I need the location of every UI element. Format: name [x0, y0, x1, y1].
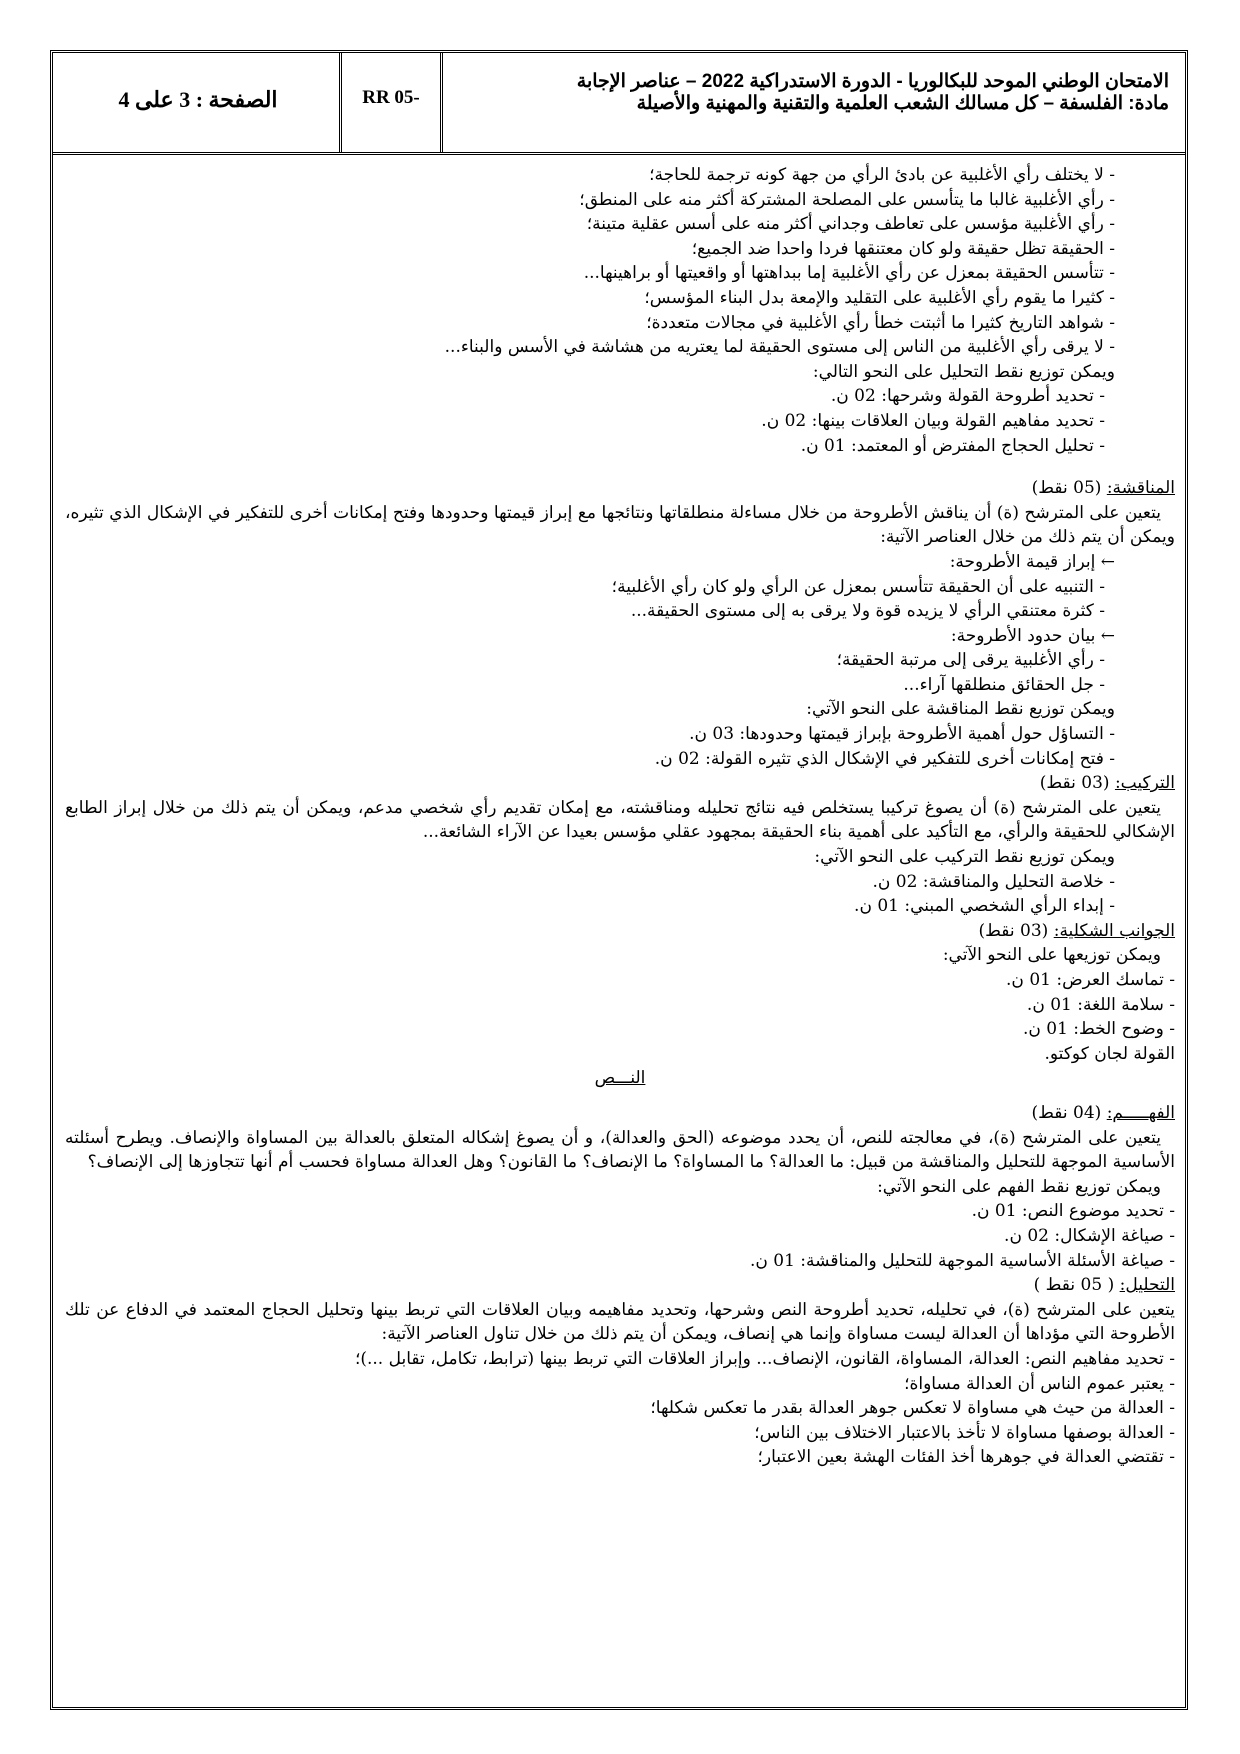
list-item: - رأي الأغلبية مؤسس على تعاطف وجداني أكثر منه على أسس عقلية متينة؛: [586, 214, 1115, 235]
distribution-intro: ويمكن توزيع نقط التركيب على النحو الآتي:: [814, 847, 1115, 868]
paragraph: يتعين على المترشح (ة) أن يصوغ تركيبا يستخلص فيه نتائج تحليله ومناقشته، مع إمكان تقديم رأي شخصي مدعم، ويمكن أن يتم ذلك من خلال إبراز الطابع الإشكالي للحقيقة والرأي، مع التأكيد على أهمية بناء الحقيقة بمجهود عقلي مؤسس بعيدا عن الآراء الشائعة...: [65, 797, 1175, 843]
discussion-heading: المناقشة:: [1106, 478, 1175, 499]
list-item: - صياغة الإشكال: 02 ن.: [1004, 1225, 1175, 1246]
header-title-cell: [443, 53, 1185, 152]
distribution-intro: ويمكن توزيع نقط المناقشة على النحو الآتي:: [806, 699, 1115, 720]
section-heading: [65, 476, 1175, 501]
quote-author: القولة لجان كوكتو.: [1044, 1043, 1175, 1064]
subheading: ← بيان حدود الأطروحة:: [950, 625, 1115, 646]
section-heading: [65, 1101, 1175, 1126]
list-item: - جل الحقائق منطلقها آراء...: [903, 674, 1105, 695]
list-item: - إبداء الرأي الشخصي المبني: 01 ن.: [854, 896, 1115, 917]
section-heading: [65, 1273, 1175, 1298]
page-content: [53, 155, 1185, 1470]
list-item: - تتأسس الحقيقة بمعزل عن رأي الأغلبية إما ببداهتها أو واقعيتها أو براهينها...: [583, 263, 1115, 284]
list-item: - العدالة من حيث هي مساواة لا تعكس جوهر العدالة بقدر ما تعكس شكلها؛: [650, 1398, 1175, 1419]
analysis-heading: التحليل:: [1119, 1275, 1175, 1296]
list-item: - تحديد مفاهيم القولة وبيان العلاقات بينها: 02 ن.: [761, 410, 1105, 431]
formal-heading: الجوانب الشكلية:: [1053, 920, 1175, 941]
list-item: - التساؤل حول أهمية الأطروحة بإبراز قيمتها وحدودها: 03 ن.: [689, 724, 1115, 745]
list-item: - الحقيقة تظل حقيقة ولو كان معتنقها فردا واحدا ضد الجميع؛: [691, 238, 1115, 259]
list-item: - التنبيه على أن الحقيقة تتأسس بمعزل عن الرأي ولو كان رأي الأغلبية؛: [611, 576, 1105, 597]
synthesis-points: (03 نقط): [1039, 773, 1110, 794]
list-item: - تقتضي العدالة في جوهرها أخذ الفئات الهشة بعين الاعتبار؛: [757, 1447, 1175, 1468]
exam-code: [339, 53, 443, 152]
paragraph: يتعين على المترشح (ة)، في معالجته للنص، أن يحدد موضوعه (الحق والعدالة)، و أن يصوغ إشكاله المتعلق بالعدالة بين المساواة والإنصاف. ويطرح أسئلته الأساسية الموجهة للتحليل والمناقشة من قبيل: ما العدالة؟ ما المساواة؟ ما الإنصاف؟ ما القانون؟ وهل العدالة مساواة فحسب أم أنها تتجاوزها إلى الإنصاف؟: [65, 1127, 1175, 1173]
list-item: - صياغة الأسئلة الأساسية الموجهة للتحليل والمناقشة: 01 ن.: [749, 1250, 1175, 1271]
comprehension-points: (04 نقط): [1031, 1102, 1102, 1123]
paragraph: يتعين على المترشح (ة) أن يناقش الأطروحة من خلال مساءلة منطلقاتها ونتائجها مع إبراز قيمتها وحدودها وفتح إمكانات أخرى للتفكير في الإشكال الذي تثيره، ويمكن أن يتم ذلك من خلال العناصر الآتية:: [65, 502, 1175, 548]
distribution-intro: ويمكن توزيع نقط الفهم على النحو الآتي:: [877, 1176, 1161, 1197]
list-item: - تماسك العرض: 01 ن.: [1006, 970, 1175, 990]
list-item: - وضوح الخط: 01 ن.: [1022, 1019, 1175, 1040]
list-item: - تحليل الحجاج المفترض أو المعتمد: 01 ن.: [800, 435, 1105, 456]
section-heading: [65, 771, 1175, 796]
page-number: الصفحة : 3 على 4: [118, 87, 278, 112]
list-item: - رأي الأغلبية غالبا ما يتأسس على المصلحة المشتركة أكثر منه على المنطق؛: [579, 189, 1115, 210]
list-item: - تحديد مفاهيم النص: العدالة، المساواة، القانون، الإنصاف... وإبراز العلاقات التي تربط بينها (ترابط، تكامل، تقابل ...)؛: [354, 1348, 1175, 1369]
list-item: - تحديد أطروحة القولة وشرحها: 02 ن.: [830, 386, 1105, 407]
list-item: - تحديد موضوع النص: 01 ن.: [971, 1201, 1175, 1222]
exam-code-text: RR 05-: [362, 87, 420, 108]
exam-header: [53, 53, 1185, 155]
exam-title: الامتحان الوطني الموحد للبكالوريا - الدورة الاستدراكية 2022 – عناصر الإجابة: [576, 71, 1169, 92]
list-item: - خلاصة التحليل والمناقشة: 02 ن.: [872, 871, 1115, 892]
analysis-points: ( 05 نقط ): [1033, 1275, 1115, 1296]
list-item: - كثيرا ما يقوم رأي الأغلبية على التقليد والإمعة بدل البناء المؤسس؛: [644, 287, 1115, 308]
list-item: - شواهد التاريخ كثيرا ما أثبتت خطأ رأي الأغلبية في مجالات متعددة؛: [646, 312, 1115, 333]
text-section-title: النـــص: [594, 1068, 646, 1089]
list-item: - لا يرقى رأي الأغلبية من الناس إلى مستوى الحقيقة لما يعتريه من هشاشة في الأسس والبناء...: [444, 337, 1115, 358]
list-item: - يعتبر عموم الناس أن العدالة مساواة؛: [904, 1373, 1175, 1394]
discussion-points: (05 نقط): [1031, 478, 1102, 499]
list-item: - رأي الأغلبية يرقى إلى مرتبة الحقيقة؛: [836, 650, 1105, 671]
synthesis-heading: التركيب:: [1114, 773, 1175, 794]
subject-line: مادة: الفلسفة – كل مسالك الشعب العلمية والتقنية والمهنية والأصيلة: [636, 93, 1169, 114]
section-heading: [65, 919, 1175, 944]
comprehension-heading: الفهـــــم:: [1106, 1102, 1175, 1123]
page-frame: [50, 50, 1188, 1710]
list-item: - فتح إمكانات أخرى للتفكير في الإشكال الذي تثيره القولة: 02 ن.: [654, 748, 1115, 769]
list-item: - سلامة اللغة: 01 ن.: [1026, 994, 1175, 1015]
subheading: ← إبراز قيمة الأطروحة:: [949, 551, 1115, 572]
formal-points: (03 نقط): [978, 920, 1049, 941]
paragraph: يتعين على المترشح (ة)، في تحليله، تحديد أطروحة النص وشرحها، وتحديد مفاهيمه وبيان العلاقات التي تربط بينها وتحليل الحجاج المعتمد في الدفاع عن تلك الأطروحة التي مؤداها أن العدالة ليست مساواة وإنما هي إنصاف، ويمكن أن يتم ذلك من خلال تناول العناصر الآتية:: [65, 1299, 1175, 1345]
list-item: - لا يختلف رأي الأغلبية عن بادئ الرأي من جهة كونه ترجمة للحاجة؛: [649, 165, 1115, 185]
list-item: - العدالة بوصفها مساواة لا تأخذ بالاعتبار الاختلاف بين الناس؛: [754, 1422, 1175, 1443]
distribution-intro: ويمكن توزيع نقط التحليل على النحو التالي:: [812, 361, 1115, 382]
list-item: - كثرة معتنقي الرأي لا يزيده قوة ولا يرقى به إلى مستوى الحقيقة...: [630, 601, 1105, 622]
distribution-intro: ويمكن توزيعها على النحو الآتي:: [942, 945, 1161, 966]
